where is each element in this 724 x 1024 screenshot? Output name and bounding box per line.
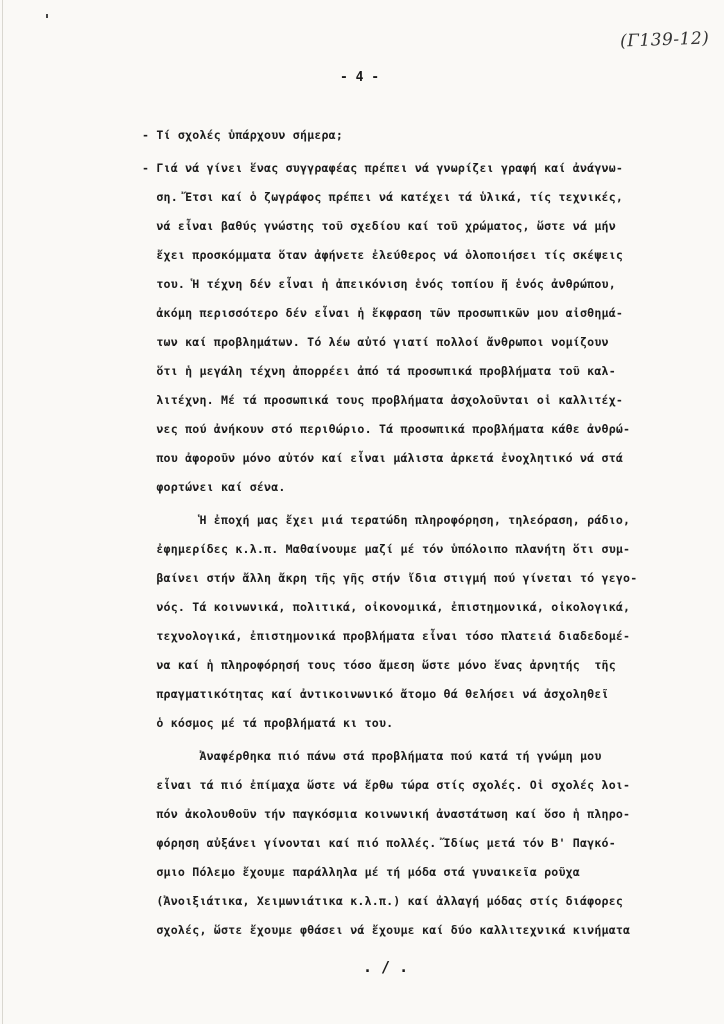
text-line: των καί προβλημάτων. Τό λέω αὐτό γιατί πολλοί ἄνθρωποι νομίζουν [142, 335, 609, 349]
text-line: νός. Τά κοινωνικά, πολιτικά, οἰκονομικά, ἐπιστημονικά, οἰκολογικά, [142, 600, 631, 614]
text-line: που ἀφοροῦν μόνο αὐτόν καί εἶναι μάλιστα ἀρκετά ἐνοχλητικό νά στά [142, 451, 624, 465]
text-line: νά εἶναι βαθύς γνώστης τοῦ σχεδίου καί τοῦ χρώματος, ὥστε νά μήν [142, 219, 616, 233]
text-line: ἀκόμη περισσότερο δέν εἶναι ἡ ἔκφραση τῶν προσωπικῶν μου αἰσθημά- [142, 306, 624, 320]
text-line: ὁ κόσμος μέ τά προβλήματά κι του. [142, 716, 394, 730]
text-line: τεχνολογικά, ἐπιστημονικά προβλήματα εἶναι τόσο πλατειά διαδεδομέ- [142, 629, 631, 643]
text-line: - Γιά νά γίνει ἕνας συγγραφέας πρέπει νά γνωρίζει γραφή καί ἀνάγνω- [142, 161, 624, 175]
text-line: ἐφημερίδες κ.λ.π. Μαθαίνουμε μαζί μέ τόν ὑπόλοιπο πλανήτη ὅτι συμ- [142, 542, 631, 556]
text-line: σχολές, ὥστε ἔχουμε φθάσει νά ἔχουμε καί δύο καλλιτεχνικά κινήματα [142, 923, 631, 937]
page-edge [2, 0, 3, 1024]
text-line: (Ἀνοιξιάτικα, Χειμωνιάτικα κ.λ.π.) καί ἀλλαγή μόδας στίς διάφορες [142, 894, 624, 908]
text-line: εἶναι τά πιό ἐπίμαχα ὥστε νά ἔρθω τώρα στίς σχολές. Οἱ σχολές λοι- [142, 778, 631, 792]
continuation-mark: . / . [363, 958, 409, 976]
text-line: - Τί σχολές ὑπάρχουν σήμερα; [142, 128, 344, 142]
text-line: πραγματικότητας καί ἀντικοινωνικό ἄτομο θά θελήσει νά ἀσχοληθεῖ [142, 687, 609, 701]
text-line: φόρηση αὐξάνει γίνονται καί πιό πολλές. Ἴδίως μετά τόν Β' Παγκό- [142, 836, 616, 850]
text-line: σμιο Πόλεμο ἔχουμε παράλληλα μέ τή μόδα στά γυναικεῖα ροῦχα [142, 865, 580, 879]
text-line: Ἀναφέρθηκα πιό πάνω στά προβλήματα πού κατά τή γνώμη μου [142, 749, 602, 763]
handwritten-archive-code: (Γ139-12) [619, 28, 710, 52]
text-line: λιτέχνη. Μέ τά προσωπικά τους προβλήματα ἀσχολοῦνται οἱ καλλιτέχ- [142, 393, 624, 407]
text-line: φορτώνει καί σένα. [142, 480, 286, 494]
binding-mark [46, 14, 48, 18]
text-line: πόν ἀκολουθοῦν τήν παγκόσμια κοινωνική ἀναστάτωση καί ὅσο ἡ πληρο- [142, 807, 631, 821]
text-line: Ἡ ἐποχή μας ἔχει μιά τερατώδη πληροφόρηση, τηλεόραση, ράδιο, [142, 513, 631, 527]
text-line: ὅτι ἡ μεγάλη τέχνη ἀπορρέει ἀπό τά προσωπικά προβλήματα τοῦ καλ- [142, 364, 616, 378]
text-line: ση. Ἔτσι καί ὁ ζωγράφος πρέπει νά κατέχει τά ὑλικά, τίς τεχνικές, [142, 190, 624, 204]
text-line: βαίνει στήν ἄλλη ἄκρη τῆς γῆς στήν ἴδια στιγμή πού γίνεται τό γεγο- [142, 571, 638, 585]
text-line: του. Ἡ τέχνη δέν εἶναι ἡ ἀπεικόνιση ἑνός τοπίου ἤ ἑνός ἀνθρώπου, [142, 277, 616, 291]
page-number: - 4 - [340, 70, 380, 85]
text-line: να καί ἡ πληροφόρησή τους τόσο ἄμεση ὥστε μόνο ἕνας ἀρνητής τῆς [142, 658, 616, 672]
text-line: ἔχει προσκόμματα ὅταν ἀφήνετε ἐλεύθερος νά ὁλοποιήσει τίς σκέψεις [142, 248, 624, 262]
text-line: νες πού ἀνήκουν στό περιθώριο. Τά προσωπικά προβλήματα κάθε ἀνθρώ- [142, 422, 631, 436]
